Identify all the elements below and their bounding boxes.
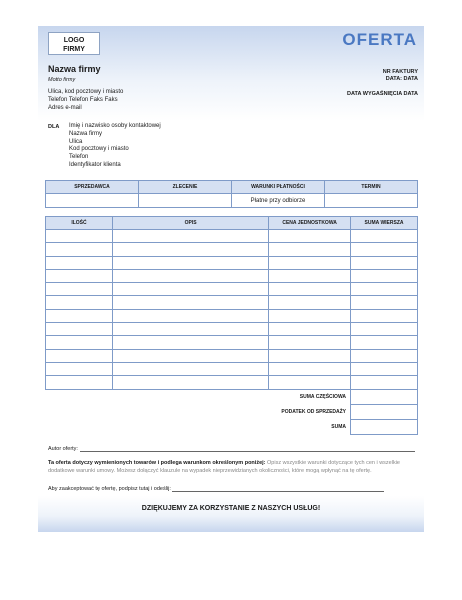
spacer — [46, 389, 269, 404]
cell-quantity[interactable] — [46, 283, 113, 296]
cell-unit-price[interactable] — [269, 256, 351, 269]
cell-description[interactable] — [112, 362, 268, 375]
cell-description[interactable] — [112, 309, 268, 322]
cell-line-total[interactable] — [351, 283, 418, 296]
accept-label: Aby zaakceptować tę ofertę, podpisz tutaj i odeślij: — [48, 486, 171, 492]
cell-order[interactable] — [139, 194, 232, 208]
cell-description[interactable] — [112, 256, 268, 269]
cell-due[interactable] — [325, 194, 418, 208]
cell-description[interactable] — [112, 336, 268, 349]
cell-line-total[interactable] — [351, 230, 418, 243]
cell-description[interactable] — [112, 323, 268, 336]
cell-unit-price[interactable] — [269, 269, 351, 282]
table-row — [46, 336, 418, 349]
recipient-city: Kod pocztowy i miasto — [69, 146, 129, 153]
cell-quantity[interactable] — [46, 269, 113, 282]
author-label: Autor oferty: — [48, 446, 78, 452]
cell-line-total[interactable] — [351, 336, 418, 349]
sales-tax-row — [46, 404, 418, 419]
quote-page — [38, 26, 424, 532]
th-order: ZLECENIE — [139, 181, 232, 194]
company-name: Nazwa firmy — [48, 64, 101, 74]
th-line-total: SUMA WIERSZA — [351, 217, 418, 230]
table-row — [46, 256, 418, 269]
items-table — [45, 216, 418, 435]
subtotal-row — [46, 389, 418, 404]
cell-description[interactable] — [112, 283, 268, 296]
terms-intro: Ta oferta dotyczy wymienionych towarów i podlega warunkom określonym poniżej: — [48, 460, 266, 466]
table-row — [46, 376, 418, 389]
thank-you-message: DZIĘKUJEMY ZA KORZYSTANIE Z NASZYCH USŁUG! — [141, 505, 321, 512]
recipient-contact: Imię i nazwisko osoby kontaktowej — [69, 123, 161, 129]
table-row — [46, 283, 418, 296]
recipient-company: Nazwa firmy — [69, 130, 103, 137]
cell-quantity[interactable] — [46, 362, 113, 375]
th-unit-price: CENA JEDNOSTKOWA — [269, 217, 351, 230]
company-motto: Motto firmy — [48, 77, 76, 83]
logo-line-1: LOGO — [63, 37, 85, 44]
invoice-number: NR FAKTURY — [382, 69, 418, 75]
cell-line-total[interactable] — [351, 309, 418, 322]
company-logo — [48, 32, 100, 55]
table-row — [46, 296, 418, 309]
cell-quantity[interactable] — [46, 349, 113, 362]
cell-line-total[interactable] — [351, 256, 418, 269]
table-row — [46, 269, 418, 282]
terms-paragraph — [48, 460, 418, 475]
subtotal-label: SUMA CZĘŚCIOWA — [299, 393, 347, 400]
recipient-label: DLA — [48, 124, 60, 130]
recipient-street: Ulica — [69, 138, 83, 145]
cell-unit-price[interactable] — [269, 323, 351, 336]
logo-line-2: FIRMY — [63, 46, 85, 53]
sales-tax-value[interactable] — [351, 404, 418, 419]
table-row — [46, 323, 418, 336]
cell-unit-price[interactable] — [269, 362, 351, 375]
total-row — [46, 419, 418, 434]
recipient-phone: Telefon — [69, 154, 89, 161]
total-value[interactable] — [351, 419, 418, 434]
author-signature-line[interactable] — [80, 451, 415, 452]
th-seller: SPRZEDAWCA — [46, 181, 139, 194]
accept-signature-line[interactable] — [172, 491, 384, 492]
cell-description[interactable] — [112, 269, 268, 282]
cell-unit-price[interactable] — [269, 243, 351, 256]
cell-line-total[interactable] — [351, 376, 418, 389]
th-payment-terms: WARUNKI PŁATNOŚCI — [232, 181, 325, 194]
cell-line-total[interactable] — [351, 323, 418, 336]
cell-quantity[interactable] — [46, 323, 113, 336]
th-quantity: ILOŚĆ — [46, 217, 113, 230]
cell-description[interactable] — [112, 376, 268, 389]
table-row — [46, 362, 418, 375]
cell-seller[interactable] — [46, 194, 139, 208]
sales-tax-label: PODATEK OD SPRZEDAŻY — [281, 408, 347, 415]
subtotal-value[interactable] — [351, 389, 418, 404]
cell-description[interactable] — [112, 243, 268, 256]
email-line: Adres e-mail — [48, 104, 82, 111]
cell-quantity[interactable] — [46, 243, 113, 256]
cell-description[interactable] — [112, 349, 268, 362]
recipient-block — [69, 123, 161, 170]
terms-table — [45, 180, 418, 208]
cell-quantity[interactable] — [46, 336, 113, 349]
table-row — [46, 230, 418, 243]
cell-unit-price[interactable] — [269, 349, 351, 362]
cell-quantity[interactable] — [46, 230, 113, 243]
cell-payment-terms[interactable]: Płatne przy odbiorze — [232, 194, 325, 208]
expiry-date: DATA WYGAŚNIĘCIA DATA — [347, 91, 418, 97]
cell-quantity[interactable] — [46, 376, 113, 389]
table-row — [46, 349, 418, 362]
th-due: TERMIN — [325, 181, 418, 194]
address-line: Ulica, kod pocztowy i miasto — [48, 89, 124, 95]
cell-line-total[interactable] — [351, 362, 418, 375]
cell-quantity[interactable] — [46, 256, 113, 269]
quote-date: DATA: DATA — [385, 76, 418, 82]
th-description: OPIS — [112, 217, 268, 230]
author-row — [48, 446, 418, 452]
cell-quantity[interactable] — [46, 309, 113, 322]
cell-unit-price[interactable] — [269, 336, 351, 349]
accept-row — [48, 486, 418, 492]
company-address — [48, 89, 123, 112]
table-row — [46, 309, 418, 322]
cell-unit-price[interactable] — [269, 230, 351, 243]
spacer — [46, 404, 269, 419]
cell-unit-price[interactable] — [269, 283, 351, 296]
cell-unit-price[interactable] — [269, 296, 351, 309]
cell-description[interactable] — [112, 296, 268, 309]
table-row — [46, 243, 418, 256]
cell-line-total[interactable] — [351, 243, 418, 256]
cell-line-total[interactable] — [351, 349, 418, 362]
document-title: OFERTA — [342, 30, 417, 49]
total-label: SUMA — [331, 423, 347, 430]
terms-details: Opisz wszystkie warunki dotyczące tych cen i wszelkie dodatkowe warunki umowy. Możesz dołączyć klauzule na wypadek nieprzewidzianych okoliczności, które mogą wpłynąć na tę ofertę. — [48, 460, 400, 474]
cell-line-total[interactable] — [351, 269, 418, 282]
spacer — [46, 419, 269, 434]
recipient-customer-id: Identyfikator klienta — [69, 161, 121, 168]
cell-line-total[interactable] — [351, 296, 418, 309]
cell-unit-price[interactable] — [269, 376, 351, 389]
cell-unit-price[interactable] — [269, 309, 351, 322]
cell-description[interactable] — [112, 230, 268, 243]
phone-fax-line: Telefon Telefon Faks Faks — [48, 96, 118, 103]
cell-quantity[interactable] — [46, 296, 113, 309]
